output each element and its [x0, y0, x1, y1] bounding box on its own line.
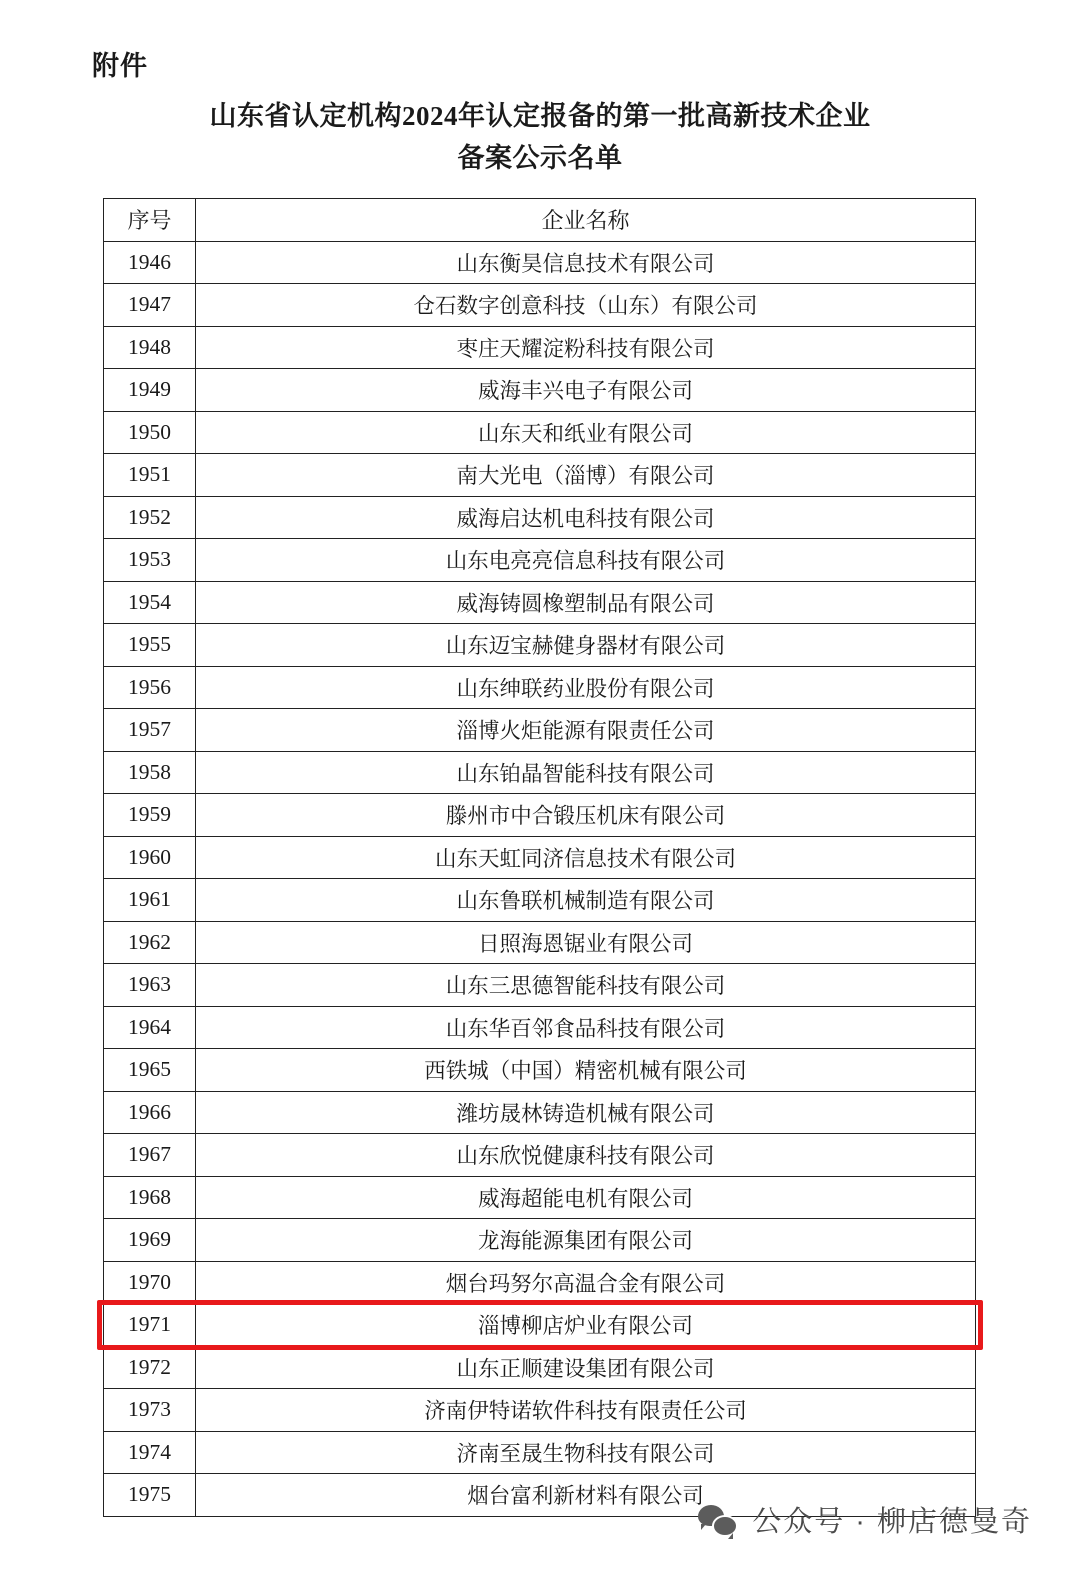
table-row [104, 879, 976, 922]
table-row [104, 836, 976, 879]
table-row [104, 411, 976, 454]
row-company-name: 山东迈宝赫健身器材有限公司 [196, 624, 976, 667]
table-row [104, 1261, 976, 1304]
table-row [104, 1389, 976, 1432]
row-company-name: 南大光电（淄博）有限公司 [196, 454, 976, 497]
row-company-name: 威海超能电机有限公司 [196, 1176, 976, 1219]
row-index: 1970 [104, 1261, 196, 1304]
table-row [104, 794, 976, 837]
row-index: 1958 [104, 751, 196, 794]
page-title [0, 96, 1080, 180]
table-body [104, 241, 976, 1516]
wechat-icon [698, 1503, 738, 1537]
table-row [104, 751, 976, 794]
row-index: 1956 [104, 666, 196, 709]
row-index: 1949 [104, 369, 196, 412]
row-company-name: 烟台富利新材料有限公司 [196, 1474, 976, 1517]
row-index: 1969 [104, 1219, 196, 1262]
row-index: 1973 [104, 1389, 196, 1432]
title-line-1: 山东省认定机构2024年认定报备的第一批高新技术企业 [209, 101, 871, 131]
row-index: 1955 [104, 624, 196, 667]
table-row [104, 369, 976, 412]
row-index: 1962 [104, 921, 196, 964]
table-row [104, 326, 976, 369]
row-index: 1972 [104, 1346, 196, 1389]
title-line-2: 备案公示名单 [457, 142, 623, 173]
row-company-name: 潍坊晟林铸造机械有限公司 [196, 1091, 976, 1134]
footer-credit [698, 1499, 1032, 1540]
row-index: 1974 [104, 1431, 196, 1474]
row-index: 1968 [104, 1176, 196, 1219]
table-row [104, 1049, 976, 1092]
column-header-index: 序号 [104, 199, 196, 242]
row-index: 1971 [104, 1304, 196, 1347]
row-index: 1952 [104, 496, 196, 539]
table-row [104, 1431, 976, 1474]
table-row [104, 454, 976, 497]
row-index: 1957 [104, 709, 196, 752]
table-header-row [104, 199, 976, 242]
row-company-name: 烟台玛努尔高温合金有限公司 [196, 1261, 976, 1304]
table-row [104, 921, 976, 964]
row-company-name: 山东华百邻食品科技有限公司 [196, 1006, 976, 1049]
table-row [104, 284, 976, 327]
row-company-name: 济南至晟生物科技有限公司 [196, 1431, 976, 1474]
row-index: 1963 [104, 964, 196, 1007]
row-index: 1965 [104, 1049, 196, 1092]
table-row [104, 964, 976, 1007]
row-company-name: 山东欣悦健康科技有限公司 [196, 1134, 976, 1177]
table-row [104, 1006, 976, 1049]
table-row [104, 1219, 976, 1262]
row-company-name: 济南伊特诺软件科技有限责任公司 [196, 1389, 976, 1432]
row-company-name: 山东铂晶智能科技有限公司 [196, 751, 976, 794]
table-row [104, 666, 976, 709]
row-index: 1964 [104, 1006, 196, 1049]
row-company-name: 仓石数字创意科技（山东）有限公司 [196, 284, 976, 327]
table-row [104, 624, 976, 667]
row-index: 1966 [104, 1091, 196, 1134]
row-company-name: 山东衡昊信息技术有限公司 [196, 241, 976, 284]
row-company-name: 山东绅联药业股份有限公司 [196, 666, 976, 709]
row-company-name: 威海丰兴电子有限公司 [196, 369, 976, 412]
row-company-name: 日照海恩锯业有限公司 [196, 921, 976, 964]
row-index: 1967 [104, 1134, 196, 1177]
table-row [104, 539, 976, 582]
table-row [104, 1304, 976, 1347]
table-row [104, 496, 976, 539]
attachment-label: 附件 [92, 51, 148, 81]
row-company-name: 山东天虹同济信息技术有限公司 [196, 836, 976, 879]
row-company-name: 西铁城（中国）精密机械有限公司 [196, 1049, 976, 1092]
row-company-name: 枣庄天耀淀粉科技有限公司 [196, 326, 976, 369]
table-row [104, 241, 976, 284]
row-company-name: 威海启达机电科技有限公司 [196, 496, 976, 539]
row-index: 1961 [104, 879, 196, 922]
row-company-name: 山东三思德智能科技有限公司 [196, 964, 976, 1007]
row-index: 1975 [104, 1474, 196, 1517]
row-index: 1954 [104, 581, 196, 624]
row-index: 1947 [104, 284, 196, 327]
row-index: 1960 [104, 836, 196, 879]
table-row [104, 709, 976, 752]
column-header-name: 企业名称 [196, 199, 976, 242]
table-row [104, 1346, 976, 1389]
row-company-name: 淄博柳店炉业有限公司 [196, 1304, 976, 1347]
row-company-name: 滕州市中合锻压机床有限公司 [196, 794, 976, 837]
row-company-name: 山东电亮亮信息科技有限公司 [196, 539, 976, 582]
row-company-name: 淄博火炬能源有限责任公司 [196, 709, 976, 752]
company-listing-table [103, 198, 976, 1517]
row-index: 1951 [104, 454, 196, 497]
row-company-name: 威海铸圆橡塑制品有限公司 [196, 581, 976, 624]
row-index: 1946 [104, 241, 196, 284]
row-company-name: 山东天和纸业有限公司 [196, 411, 976, 454]
row-index: 1953 [104, 539, 196, 582]
row-company-name: 山东鲁联机械制造有限公司 [196, 879, 976, 922]
table-row [104, 581, 976, 624]
row-index: 1959 [104, 794, 196, 837]
footer-text: 公众号 · 柳店德曼奇 [752, 1506, 1032, 1538]
table-row [104, 1176, 976, 1219]
row-company-name: 山东正顺建设集团有限公司 [196, 1346, 976, 1389]
table-row [104, 1091, 976, 1134]
table-row [104, 1134, 976, 1177]
row-index: 1948 [104, 326, 196, 369]
row-company-name: 龙海能源集团有限公司 [196, 1219, 976, 1262]
row-index: 1950 [104, 411, 196, 454]
